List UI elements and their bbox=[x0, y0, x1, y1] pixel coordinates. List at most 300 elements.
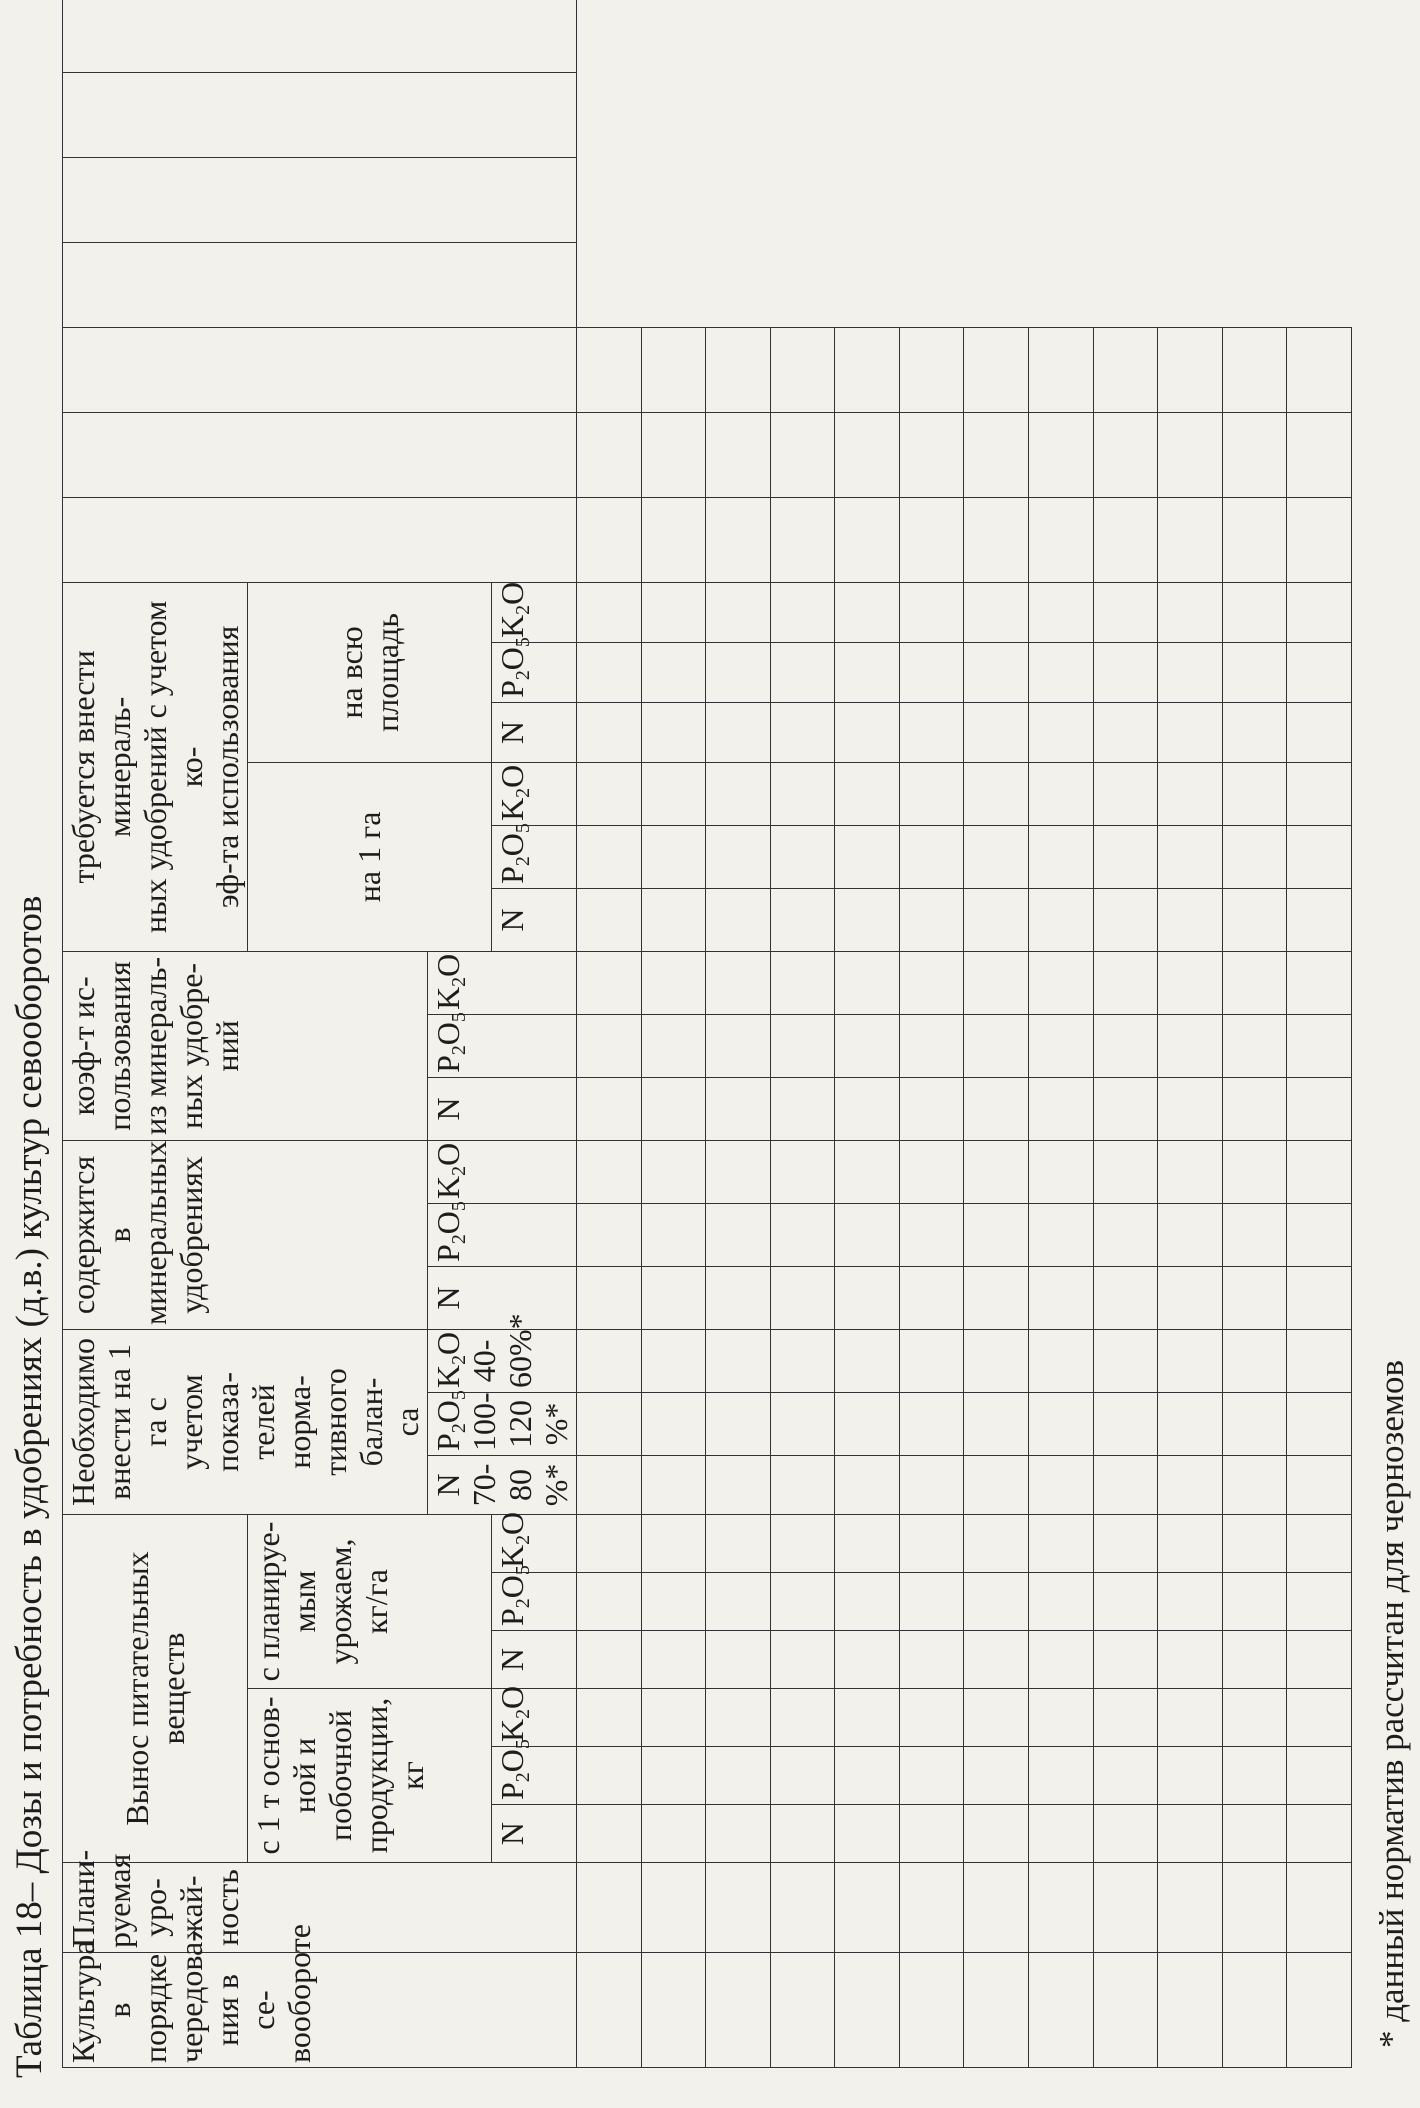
table-row bbox=[964, 0, 1029, 2068]
table-cell bbox=[899, 888, 964, 951]
table-cell bbox=[1287, 1266, 1352, 1329]
table-cell bbox=[835, 1805, 900, 1863]
table-cell bbox=[1287, 1455, 1352, 1514]
table-cell bbox=[899, 1455, 964, 1514]
table-cell bbox=[1222, 1392, 1287, 1455]
table-cell bbox=[641, 1329, 706, 1392]
table-cell bbox=[770, 825, 835, 888]
table-cell bbox=[964, 327, 1029, 412]
table-cell bbox=[899, 1514, 964, 1572]
table-cell bbox=[1158, 1329, 1223, 1392]
table-cell bbox=[964, 497, 1029, 582]
table-cell bbox=[899, 1631, 964, 1689]
table-cell bbox=[770, 1014, 835, 1077]
table-cell bbox=[1287, 1863, 1352, 1953]
table-cell bbox=[1029, 1203, 1094, 1266]
table-cell bbox=[577, 1266, 642, 1329]
table-cell bbox=[706, 1140, 771, 1203]
table-cell bbox=[835, 1266, 900, 1329]
table-cell bbox=[577, 1014, 642, 1077]
header-removal-planned: с планируе- мым урожаем, кг/га bbox=[248, 1514, 492, 1688]
table-cell bbox=[1093, 1455, 1158, 1514]
table-cell bbox=[964, 951, 1029, 1014]
table-cell bbox=[835, 1573, 900, 1631]
table-cell bbox=[770, 1953, 835, 2068]
table-cell bbox=[1287, 702, 1352, 762]
perha-p2o5: $P_2O_5$ bbox=[491, 825, 576, 888]
table-cell bbox=[835, 1631, 900, 1689]
table-cell bbox=[1287, 327, 1352, 412]
table-cell bbox=[835, 1392, 900, 1455]
table-cell bbox=[1029, 1863, 1094, 1953]
table-cell bbox=[1093, 1329, 1158, 1392]
table-cell bbox=[641, 1077, 706, 1140]
table-cell bbox=[1029, 642, 1094, 702]
table-cell bbox=[577, 825, 642, 888]
table-cell bbox=[964, 702, 1029, 762]
table-cell bbox=[577, 1631, 642, 1689]
table-cell bbox=[641, 951, 706, 1014]
contained-k2o: $K_2O$ bbox=[428, 1140, 577, 1203]
table-cell bbox=[899, 412, 964, 497]
footnote: * данный норматив рассчитан для черноземов bbox=[1372, 1359, 1411, 2048]
table-cell bbox=[770, 762, 835, 825]
table-cell bbox=[1093, 1631, 1158, 1689]
table-cell bbox=[1222, 1329, 1287, 1392]
table-cell bbox=[1093, 1077, 1158, 1140]
table-cell bbox=[577, 1140, 642, 1203]
table-cell bbox=[1029, 1573, 1094, 1631]
table-cell bbox=[706, 1805, 771, 1863]
table-cell bbox=[1222, 825, 1287, 888]
table-cell bbox=[1287, 1514, 1352, 1572]
table-cell bbox=[1029, 1805, 1094, 1863]
table-cell bbox=[577, 412, 642, 497]
table-cell bbox=[964, 1573, 1029, 1631]
table-cell bbox=[641, 1140, 706, 1203]
table-cell bbox=[1222, 582, 1287, 642]
table-cell bbox=[641, 1863, 706, 1953]
table-cell bbox=[899, 327, 964, 412]
table-cell bbox=[770, 1329, 835, 1392]
table-cell bbox=[899, 762, 964, 825]
table-cell bbox=[770, 1140, 835, 1203]
empty-cell bbox=[63, 0, 577, 72]
table-cell bbox=[706, 327, 771, 412]
table-cell bbox=[641, 642, 706, 702]
table-cell bbox=[770, 1266, 835, 1329]
table-cell bbox=[1158, 1573, 1223, 1631]
empty-cell bbox=[63, 327, 577, 412]
table-cell bbox=[770, 1392, 835, 1455]
table-cell bbox=[577, 1514, 642, 1572]
table-cell bbox=[1287, 1689, 1352, 1747]
table-cell bbox=[1222, 888, 1287, 951]
table-cell bbox=[1093, 1140, 1158, 1203]
table-cell bbox=[1029, 762, 1094, 825]
table-cell bbox=[577, 642, 642, 702]
table-cell bbox=[1093, 412, 1158, 497]
table-cell bbox=[577, 327, 642, 412]
removal-planned-k2o: $K_2O$ bbox=[491, 1514, 576, 1572]
table-cell bbox=[706, 412, 771, 497]
table-cell bbox=[1029, 1266, 1094, 1329]
table-cell bbox=[641, 1689, 706, 1747]
table-cell bbox=[641, 888, 706, 951]
table-cell bbox=[577, 702, 642, 762]
table-cell bbox=[1287, 825, 1352, 888]
table-cell bbox=[1287, 1392, 1352, 1455]
table-cell bbox=[706, 1392, 771, 1455]
coef-k2o: $K_2O$ bbox=[428, 951, 577, 1014]
table-cell bbox=[835, 1077, 900, 1140]
table-cell bbox=[964, 1689, 1029, 1747]
table-cell bbox=[1158, 951, 1223, 1014]
table-cell bbox=[964, 1455, 1029, 1514]
table-cell bbox=[770, 702, 835, 762]
table-cell bbox=[1287, 1203, 1352, 1266]
table-cell bbox=[706, 762, 771, 825]
table-cell bbox=[770, 327, 835, 412]
table-cell bbox=[1287, 1953, 1352, 2068]
table-cell bbox=[706, 1631, 771, 1689]
table-cell bbox=[706, 1014, 771, 1077]
table-cell bbox=[770, 497, 835, 582]
table-cell bbox=[899, 825, 964, 888]
table-cell bbox=[964, 1014, 1029, 1077]
table-cell bbox=[770, 1747, 835, 1805]
table-cell bbox=[1029, 702, 1094, 762]
table-cell bbox=[835, 1689, 900, 1747]
table-cell bbox=[1029, 1747, 1094, 1805]
table-cell bbox=[1093, 1573, 1158, 1631]
table-cell bbox=[835, 582, 900, 642]
table-cell bbox=[1158, 1140, 1223, 1203]
table-cell bbox=[641, 1573, 706, 1631]
table-cell bbox=[706, 1573, 771, 1631]
table-cell bbox=[1029, 1455, 1094, 1514]
table-cell bbox=[577, 951, 642, 1014]
table-cell bbox=[1029, 412, 1094, 497]
table-cell bbox=[706, 582, 771, 642]
table-cell bbox=[964, 1631, 1029, 1689]
table-cell bbox=[706, 951, 771, 1014]
header-norm-balance: Необходимо внести на 1 га с учетом показа- телей норма- тивного балан- са bbox=[63, 1329, 428, 1514]
table-cell bbox=[1287, 412, 1352, 497]
table-cell bbox=[1029, 1392, 1094, 1455]
table-cell bbox=[1222, 1805, 1287, 1863]
table-cell bbox=[770, 951, 835, 1014]
table-cell bbox=[835, 1329, 900, 1392]
table-cell bbox=[770, 1077, 835, 1140]
table-cell bbox=[641, 1014, 706, 1077]
removal-t-p2o5: $P_2O_5$ bbox=[491, 1747, 576, 1805]
table-cell bbox=[899, 1863, 964, 1953]
table-cell bbox=[641, 412, 706, 497]
table-cell bbox=[1287, 762, 1352, 825]
table-cell bbox=[835, 1953, 900, 2068]
table-cell bbox=[835, 1514, 900, 1572]
table-row bbox=[1287, 0, 1352, 2068]
table-row bbox=[1093, 0, 1158, 2068]
table-cell bbox=[706, 1329, 771, 1392]
table-cell bbox=[964, 582, 1029, 642]
removal-t-n: N bbox=[491, 1805, 576, 1863]
table-cell bbox=[641, 1805, 706, 1863]
table-row bbox=[899, 0, 964, 2068]
table-cell bbox=[577, 1689, 642, 1747]
table-cell bbox=[1287, 951, 1352, 1014]
table-cell bbox=[1029, 1631, 1094, 1689]
table-cell bbox=[1222, 1747, 1287, 1805]
table-cell bbox=[577, 1953, 642, 2068]
table-cell bbox=[964, 888, 1029, 951]
table-cell bbox=[1158, 1077, 1223, 1140]
table-cell bbox=[1093, 642, 1158, 702]
table-cell bbox=[899, 642, 964, 702]
table-cell bbox=[1222, 1514, 1287, 1572]
table-cell bbox=[964, 1953, 1029, 2068]
table-cell bbox=[706, 1747, 771, 1805]
table-cell bbox=[770, 1455, 835, 1514]
table-cell bbox=[1287, 642, 1352, 702]
table-cell bbox=[1158, 1863, 1223, 1953]
table-cell bbox=[577, 888, 642, 951]
empty-cell bbox=[63, 242, 577, 327]
table-cell bbox=[964, 1747, 1029, 1805]
table-cell bbox=[1222, 762, 1287, 825]
table-cell bbox=[835, 327, 900, 412]
table-cell bbox=[1093, 1689, 1158, 1747]
empty-cell bbox=[63, 497, 577, 582]
table-cell bbox=[1287, 1631, 1352, 1689]
table-cell bbox=[899, 951, 964, 1014]
table-cell bbox=[770, 1689, 835, 1747]
table-cell bbox=[1093, 582, 1158, 642]
table-cell bbox=[1093, 1514, 1158, 1572]
table-cell bbox=[770, 1863, 835, 1953]
table-cell bbox=[835, 1140, 900, 1203]
table-cell bbox=[964, 1514, 1029, 1572]
table-cell bbox=[770, 1631, 835, 1689]
header-removal-per-t: с 1 т основ- ной и побочной продукции, кг bbox=[248, 1689, 492, 1863]
table-cell bbox=[899, 1014, 964, 1077]
table-cell bbox=[641, 582, 706, 642]
table-cell bbox=[577, 497, 642, 582]
table-cell bbox=[1158, 1631, 1223, 1689]
table-cell bbox=[1093, 888, 1158, 951]
table-cell bbox=[706, 1689, 771, 1747]
table-cell bbox=[1029, 1077, 1094, 1140]
table-row bbox=[1158, 0, 1223, 2068]
table-cell bbox=[1093, 1014, 1158, 1077]
total-p2o5: $P_2O_5$ bbox=[491, 642, 576, 702]
table-cell bbox=[1093, 1863, 1158, 1953]
table-cell bbox=[1222, 1573, 1287, 1631]
table-row bbox=[577, 0, 642, 2068]
table-cell bbox=[1029, 1514, 1094, 1572]
contained-p2o5: $P_2O_5$ bbox=[428, 1203, 577, 1266]
table-cell bbox=[899, 497, 964, 582]
table-cell bbox=[1222, 1863, 1287, 1953]
table-cell bbox=[1287, 1329, 1352, 1392]
table-cell bbox=[964, 1392, 1029, 1455]
table-cell bbox=[770, 582, 835, 642]
table-cell bbox=[770, 1203, 835, 1266]
table-cell bbox=[1287, 1573, 1352, 1631]
header-yield: Плани- руемая уро- жай- ность bbox=[63, 1863, 577, 1953]
table-cell bbox=[964, 1805, 1029, 1863]
table-cell bbox=[1222, 1077, 1287, 1140]
table-cell bbox=[1222, 1140, 1287, 1203]
table-cell bbox=[835, 1747, 900, 1805]
table-cell bbox=[1158, 1953, 1223, 2068]
table-cell bbox=[899, 1266, 964, 1329]
table-row bbox=[770, 0, 835, 2068]
table-cell bbox=[1158, 1689, 1223, 1747]
table-cell bbox=[1093, 1203, 1158, 1266]
table-cell bbox=[770, 1805, 835, 1863]
table-cell bbox=[899, 1689, 964, 1747]
table-cell bbox=[641, 1455, 706, 1514]
table-cell bbox=[1222, 1014, 1287, 1077]
table-cell bbox=[1222, 327, 1287, 412]
table-cell bbox=[577, 1329, 642, 1392]
table-cell bbox=[1222, 642, 1287, 702]
table-cell bbox=[1158, 1514, 1223, 1572]
table-row bbox=[1029, 0, 1094, 2068]
table-cell bbox=[1093, 1953, 1158, 2068]
table-cell bbox=[899, 1953, 964, 2068]
table-cell bbox=[964, 1140, 1029, 1203]
table-cell bbox=[641, 327, 706, 412]
table-cell bbox=[641, 762, 706, 825]
table-cell bbox=[899, 1140, 964, 1203]
coef-n: N bbox=[428, 1077, 577, 1140]
table-cell bbox=[706, 1203, 771, 1266]
table-cell bbox=[706, 1266, 771, 1329]
table-cell bbox=[706, 497, 771, 582]
table-cell bbox=[1158, 1266, 1223, 1329]
table-cell bbox=[1029, 1689, 1094, 1747]
table-cell bbox=[835, 642, 900, 702]
perha-k2o: $K_2O$ bbox=[491, 762, 576, 825]
table-cell bbox=[1158, 327, 1223, 412]
table-cell bbox=[1093, 1392, 1158, 1455]
table-cell bbox=[964, 1266, 1029, 1329]
table-cell bbox=[964, 412, 1029, 497]
coef-p2o5: $P_2O_5$ bbox=[428, 1014, 577, 1077]
table-cell bbox=[1222, 1266, 1287, 1329]
table-cell bbox=[1222, 1203, 1287, 1266]
contained-n: N bbox=[428, 1266, 577, 1329]
table-row bbox=[1222, 0, 1287, 2068]
table-cell bbox=[1158, 642, 1223, 702]
header-per-ha: на 1 га bbox=[248, 762, 492, 951]
table-cell bbox=[1029, 1953, 1094, 2068]
table-cell bbox=[577, 1203, 642, 1266]
table-cell bbox=[577, 1805, 642, 1863]
table-cell bbox=[1093, 702, 1158, 762]
table-cell bbox=[706, 702, 771, 762]
table-cell bbox=[1158, 582, 1223, 642]
table-cell bbox=[641, 1747, 706, 1805]
removal-planned-p2o5: $P_2O_5$ bbox=[491, 1573, 576, 1631]
norm-k2o: $K_2O$ 40- 60%* bbox=[428, 1329, 577, 1392]
table-cell bbox=[899, 1077, 964, 1140]
table-cell bbox=[1158, 1014, 1223, 1077]
table-cell bbox=[835, 762, 900, 825]
perha-n: N bbox=[491, 888, 576, 951]
table-cell bbox=[577, 1747, 642, 1805]
table-cell bbox=[770, 1573, 835, 1631]
table-cell bbox=[1029, 888, 1094, 951]
table-cell bbox=[1222, 1689, 1287, 1747]
table-cell bbox=[1287, 1077, 1352, 1140]
table-cell bbox=[770, 412, 835, 497]
table-cell bbox=[1158, 1805, 1223, 1863]
table-cell bbox=[1158, 412, 1223, 497]
table-cell bbox=[1029, 582, 1094, 642]
table-cell bbox=[706, 1863, 771, 1953]
table-cell bbox=[1093, 951, 1158, 1014]
table-cell bbox=[964, 1863, 1029, 1953]
table-cell bbox=[1222, 1953, 1287, 2068]
table-cell bbox=[1093, 1266, 1158, 1329]
table-cell bbox=[1222, 1631, 1287, 1689]
table-cell bbox=[835, 1455, 900, 1514]
table-cell bbox=[706, 1514, 771, 1572]
table-cell bbox=[1158, 1455, 1223, 1514]
table-cell bbox=[577, 1077, 642, 1140]
table-row bbox=[641, 0, 706, 2068]
empty-cell bbox=[63, 157, 577, 242]
table-cell bbox=[964, 1077, 1029, 1140]
table-cell bbox=[641, 1392, 706, 1455]
table-row bbox=[835, 0, 900, 2068]
header-total-area: на всю площадь bbox=[248, 582, 492, 762]
table-cell bbox=[641, 1266, 706, 1329]
table-cell bbox=[1158, 825, 1223, 888]
removal-t-k2o: $K_2O$ bbox=[491, 1689, 576, 1747]
table-cell bbox=[899, 582, 964, 642]
table-cell bbox=[899, 1203, 964, 1266]
table-cell bbox=[1158, 888, 1223, 951]
table-cell bbox=[899, 1573, 964, 1631]
table-cell bbox=[706, 1455, 771, 1514]
table-cell bbox=[1029, 951, 1094, 1014]
table-cell bbox=[1287, 888, 1352, 951]
table-cell bbox=[1158, 497, 1223, 582]
table-cell bbox=[577, 762, 642, 825]
table-cell bbox=[641, 1631, 706, 1689]
table-cell bbox=[1287, 1747, 1352, 1805]
table-cell bbox=[641, 1514, 706, 1572]
table-cell bbox=[899, 1329, 964, 1392]
table-cell bbox=[964, 762, 1029, 825]
table-cell bbox=[964, 1329, 1029, 1392]
table-cell bbox=[577, 1455, 642, 1514]
table-cell bbox=[1029, 1140, 1094, 1203]
table-cell bbox=[641, 825, 706, 888]
table-caption: Таблица 18– Дозы и потребность в удобрениях (д.в.) культур севооборотов bbox=[9, 895, 50, 2078]
table-cell bbox=[641, 1953, 706, 2068]
fertilizer-table bbox=[62, 0, 1352, 2068]
empty-cell bbox=[63, 72, 577, 157]
table-cell bbox=[577, 1392, 642, 1455]
table-cell bbox=[1158, 762, 1223, 825]
table-cell bbox=[770, 888, 835, 951]
